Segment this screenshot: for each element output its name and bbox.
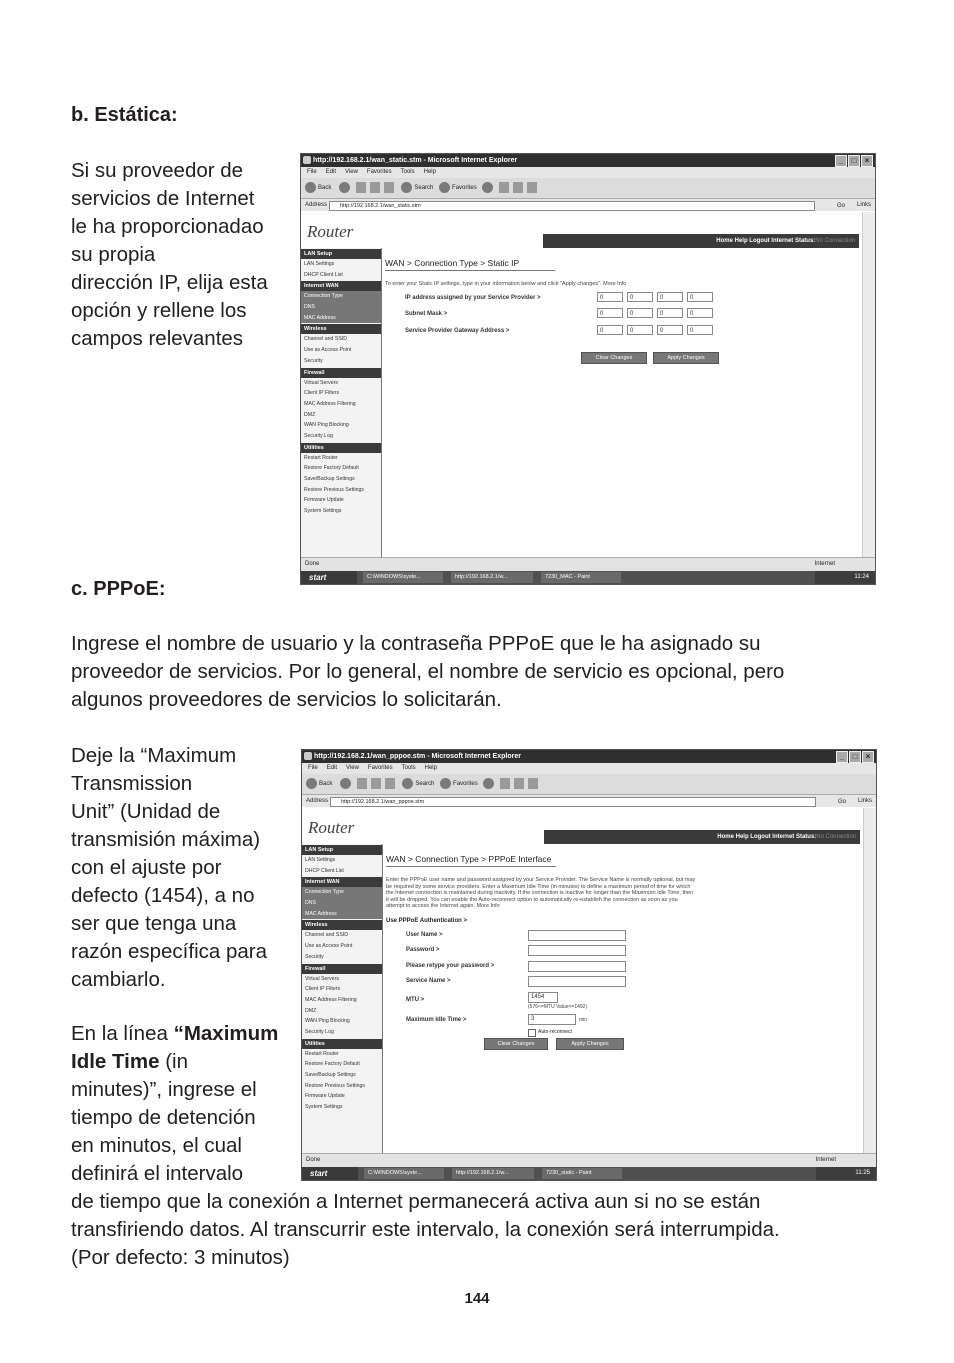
sidebar-item-restore-default[interactable]: Restore Factory Default [305, 1061, 360, 1068]
subnet-mask-row: Subnet Mask > 0 0 0 0 [385, 308, 863, 325]
ie-icon [304, 752, 312, 760]
mtu-input[interactable]: 1454 [528, 992, 558, 1003]
sidebar-item-lan-settings[interactable]: LAN Settings [305, 857, 336, 863]
page-title: WAN > Connection Type > Static IP [385, 258, 555, 271]
sidebar-header-utilities: Utilities [302, 1039, 382, 1049]
pppoe-screenshot [301, 749, 877, 1181]
sidebar-item-channel[interactable]: Channel and SSID [304, 336, 347, 343]
task-explorer[interactable]: C:\WINDOWS\syste... [364, 1168, 444, 1179]
idle-time-input[interactable]: 3 [528, 1014, 576, 1025]
mask-octet-4[interactable]: 0 [687, 308, 713, 318]
sidebar-item-mac[interactable]: MAC Address [302, 909, 382, 920]
auto-reconnect-checkbox[interactable] [528, 1029, 536, 1037]
address-bar: Address http://192.168.2.1/wan_static.stm Go Links [301, 199, 875, 211]
sidebar-item-mac-filter[interactable]: MAC Address Filtering [305, 996, 357, 1003]
service-name-input[interactable] [528, 976, 626, 987]
sidebar-item-access-point[interactable]: Use as Access Point [304, 347, 352, 354]
static-intro: To enter your Static IP settings, type in your information below and click "Apply changes". More Info [385, 281, 627, 287]
pppoe-auth-heading: Use PPPoE Authentication > [386, 917, 467, 924]
menu-bar [302, 763, 876, 774]
ie-icon [303, 156, 311, 164]
internet-zone: Internet [815, 1157, 836, 1163]
retype-password-input[interactable] [528, 961, 626, 972]
sidebar-item-save[interactable]: Save/Backup Settings [304, 476, 355, 482]
ip-octet-4[interactable]: 0 [687, 292, 713, 302]
media-icon[interactable] [483, 778, 494, 789]
back-button[interactable]: Back [319, 781, 333, 787]
back-icon[interactable] [306, 778, 317, 789]
menu-file[interactable]: File [307, 169, 317, 175]
sidebar-item-restore-default[interactable]: Restore Factory Default [304, 465, 359, 472]
menu-file[interactable]: File [308, 765, 318, 771]
sidebar-item-connection-type[interactable]: Connection Type [301, 291, 381, 302]
mask-octet-2[interactable]: 0 [627, 308, 653, 318]
pppoe-main [386, 854, 864, 1154]
router-page [301, 212, 863, 558]
address-input[interactable]: http://192.168.2.1/wan_pppoe.stm [330, 797, 816, 807]
sidebar-item-system[interactable]: System Settings [304, 508, 342, 515]
menu-help[interactable]: Help [424, 765, 437, 771]
favorites-icon[interactable] [439, 182, 450, 193]
back-icon[interactable] [305, 182, 316, 193]
sidebar-item-access-point[interactable]: Use as Access Point [305, 943, 353, 950]
top-nav: Home Help Logout Internet Status:No Connection [543, 234, 859, 248]
heading-pppoe: c. PPPoE: [71, 578, 166, 600]
mtu-hint: (576<=MTU Value<=1492) [528, 1003, 588, 1010]
router-sidebar [302, 844, 383, 1154]
static-main [385, 258, 863, 558]
refresh-icon[interactable] [370, 182, 380, 193]
sidebar-item-restore-prev[interactable]: Restore Previous Settings [305, 1082, 365, 1089]
clock: 11:24 [815, 571, 875, 584]
menu-tools[interactable]: Tools [401, 765, 416, 771]
back-button[interactable]: Back [318, 185, 332, 191]
stop-icon[interactable] [356, 182, 366, 193]
window-titlebar: http://192.168.2.1/wan_static.stm - Microsoft Internet Explorer _ □ × [301, 154, 875, 167]
user-name-row: User Name > [386, 930, 864, 946]
closing-paragraph: de tiempo que la conexión a Internet permanecerá activa aun si no se están transfiriendo datos. Al transcurrir este intervalo, la conexión será interrumpida. (Por defecto: 3 minutos) [71, 1190, 780, 1269]
sidebar-item-lan-settings[interactable]: LAN Settings [304, 261, 335, 267]
search-button[interactable]: Search [414, 185, 434, 191]
ip-octet-3[interactable]: 0 [657, 292, 683, 302]
router-logo: Router [308, 818, 355, 837]
user-name-input[interactable] [528, 930, 626, 941]
sidebar-header-firewall: Firewall [302, 964, 382, 974]
sidebar-item-client-ip[interactable]: Client IP Filters [304, 390, 340, 397]
menu-help[interactable]: Help [423, 169, 436, 175]
close-icon[interactable]: × [861, 155, 873, 167]
stop-icon[interactable] [357, 778, 367, 789]
sidebar-item-log[interactable]: Security Log [304, 432, 333, 439]
sidebar-item-firmware[interactable]: Firmware Update [304, 497, 344, 504]
address-bar: Address http://192.168.2.1/wan_pppoe.stm Go Links [302, 795, 876, 807]
page-number: 144 [464, 1290, 490, 1307]
sidebar-item-dhcp[interactable]: DHCP Client List [304, 271, 343, 278]
window-titlebar: http://192.168.2.1/wan_pppoe.stm - Microsoft Internet Explorer _ □ × [302, 750, 876, 763]
maximize-icon[interactable]: □ [849, 751, 861, 763]
ip-octet-1[interactable]: 0 [597, 292, 623, 302]
taskbar [301, 571, 875, 584]
search-icon[interactable] [402, 778, 413, 789]
sidebar-item-mac[interactable]: MAC Address [301, 313, 381, 324]
search-button[interactable]: Search [415, 781, 435, 787]
mask-octet-3[interactable]: 0 [657, 308, 683, 318]
router-sidebar [301, 248, 382, 558]
pppoe-paragraph: Ingrese el nombre de usuario y la contraseña PPPoE que le ha asignado su proveedor de servicios. Por lo general, el nombre de servicio es opcional, pero algunos proveedores de servicios lo solicitarán. [71, 632, 785, 711]
sidebar-item-virtual-servers[interactable]: Virtual Servers [305, 975, 339, 982]
password-row: Password > [386, 945, 864, 961]
sidebar-item-channel[interactable]: Channel and SSID [305, 932, 348, 939]
clear-changes-button[interactable]: Clear Changes [484, 1038, 548, 1050]
task-paint[interactable]: 7230_MAC - Paint [541, 572, 621, 583]
mask-octet-1[interactable]: 0 [597, 308, 623, 318]
mtu-row: MTU > 1454 (576<=MTU Value<=1492) [406, 993, 588, 1010]
sidebar-header-lan: LAN Setup [302, 845, 382, 855]
browser-toolbar [302, 774, 876, 795]
refresh-icon[interactable] [371, 778, 381, 789]
sidebar-item-dns[interactable]: DNS [302, 898, 382, 909]
home-icon[interactable] [384, 182, 394, 193]
sidebar-item-client-ip[interactable]: Client IP Filters [305, 986, 341, 993]
ip-address-row: IP address assigned by your Service Provider > 0 0 0 0 [385, 292, 863, 309]
mtu-paragraph: Deje la “Maximum Transmission Unit” (Unidad de transmisión máxima) con el ajuste por defecto (1454), a no ser que tenga una razón específica para cambiarlo. [71, 744, 268, 991]
sidebar-item-dns[interactable]: DNS [301, 302, 381, 313]
print-icon[interactable] [513, 182, 523, 193]
sidebar-item-dmz[interactable]: DMZ [305, 1007, 317, 1014]
status-bar: Done Internet [302, 1153, 876, 1167]
go-button[interactable]: Go [836, 203, 845, 209]
start-button[interactable]: start [302, 1167, 358, 1180]
forward-icon[interactable] [339, 182, 350, 193]
address-input[interactable]: http://192.168.2.1/wan_static.stm [329, 201, 815, 211]
vertical-scrollbar[interactable] [863, 808, 876, 1154]
menu-edit[interactable]: Edit [325, 169, 337, 175]
sidebar-item-security[interactable]: Security [304, 357, 323, 364]
sidebar-item-save[interactable]: Save/Backup Settings [305, 1072, 356, 1078]
taskbar [302, 1167, 876, 1180]
mail-icon[interactable] [500, 778, 510, 789]
page-title: WAN > Connection Type > PPPoE Interface [386, 854, 556, 867]
sidebar-header-wireless: Wireless [302, 920, 382, 930]
menu-favorites[interactable]: Favorites [366, 169, 392, 175]
heading-static: b. Estática: [71, 104, 178, 126]
password-input[interactable] [528, 945, 626, 956]
sidebar-item-connection-type[interactable]: Connection Type [302, 887, 382, 898]
clock: 11:25 [816, 1167, 876, 1180]
sidebar-item-dmz[interactable]: DMZ [304, 411, 316, 418]
menu-edit[interactable]: Edit [326, 765, 338, 771]
favorites-icon[interactable] [440, 778, 451, 789]
gw-octet-3[interactable]: 0 [657, 325, 683, 335]
static-ip-screenshot [300, 153, 876, 585]
media-icon[interactable] [482, 182, 493, 193]
sidebar-item-dhcp[interactable]: DHCP Client List [305, 867, 344, 874]
router-page [302, 808, 864, 1154]
menu-view[interactable]: View [345, 169, 358, 175]
vertical-scrollbar[interactable] [862, 212, 875, 558]
minimize-icon[interactable]: _ [836, 751, 848, 763]
menu-favorites[interactable]: Favorites [367, 765, 393, 771]
task-browser[interactable]: http://192.168.2.1/w... [451, 572, 533, 583]
task-paint[interactable]: 7230_static - Paint [542, 1168, 622, 1179]
ip-octet-2[interactable]: 0 [627, 292, 653, 302]
maximize-icon[interactable]: □ [848, 155, 860, 167]
sidebar-item-restart[interactable]: Restart Router [304, 454, 338, 461]
print-icon[interactable] [514, 778, 524, 789]
menu-view[interactable]: View [346, 765, 359, 771]
sidebar-header-firewall: Firewall [301, 368, 381, 378]
browser-toolbar [301, 178, 875, 199]
close-icon[interactable]: × [862, 751, 874, 763]
sidebar-header-lan: LAN Setup [301, 249, 381, 259]
gw-octet-4[interactable]: 0 [687, 325, 713, 335]
top-nav: Home Help Logout Internet Status:No Connection [544, 830, 860, 844]
sidebar-header-wireless: Wireless [301, 324, 381, 334]
gateway-row: Service Provider Gateway Address > 0 0 0 0 [385, 325, 863, 342]
sidebar-item-log[interactable]: Security Log [305, 1028, 334, 1035]
sidebar-item-virtual-servers[interactable]: Virtual Servers [304, 379, 338, 386]
idle-paragraph: En la línea “Maximum Idle Time (in minutes)”, ingrese el tiempo de detención en minutos, el cual definirá el intervalo [71, 1022, 279, 1185]
static-description: Si su proveedor de servicios de Internet le ha proporcionadao su propia dirección IP, elija esta opción y rellene los campos relevantes [71, 159, 268, 350]
sidebar-item-restart[interactable]: Restart Router [305, 1050, 339, 1057]
clear-changes-button[interactable]: Clear Changes [581, 352, 647, 364]
links-button[interactable]: Links [857, 798, 872, 804]
menu-bar [301, 167, 875, 178]
edit-icon[interactable] [528, 778, 538, 789]
edit-icon[interactable] [527, 182, 537, 193]
sidebar-item-ping[interactable]: WAN Ping Blocking [305, 1018, 350, 1025]
minimize-icon[interactable]: _ [835, 155, 847, 167]
menu-tools[interactable]: Tools [400, 169, 415, 175]
pppoe-intro: Enter the PPPoE user name and password assigned by your Service Provider. The Service Name is normally optional, but may be required by some service providers. Enter a Maximum Idle Time (in minutes) to define a maximum period of time for which the Internet connection is maintained during inactivity. If the connection is inactive for longer than the Maximum Idle Time, then it will be dropped. You can enable the Auto-reconnect option to automatically re-establish the connection as soon as you attempt to access the Internet again. More Info [386, 877, 696, 909]
auto-reconnect-row: Auto-reconnect [386, 1028, 864, 1037]
status-bar: Done Internet [301, 557, 875, 571]
forward-icon[interactable] [340, 778, 351, 789]
task-browser[interactable]: http://192.168.2.1/w... [452, 1168, 534, 1179]
home-icon[interactable] [385, 778, 395, 789]
sidebar-item-system[interactable]: System Settings [305, 1104, 343, 1111]
mail-icon[interactable] [499, 182, 509, 193]
favorites-button[interactable]: Favorites [453, 781, 478, 787]
sidebar-item-restore-prev[interactable]: Restore Previous Settings [304, 486, 364, 493]
sidebar-item-firmware[interactable]: Firmware Update [305, 1093, 345, 1100]
apply-changes-button[interactable]: Apply Changes [653, 352, 719, 364]
links-button[interactable]: Links [856, 202, 871, 208]
start-button[interactable]: start [301, 571, 357, 584]
apply-changes-button[interactable]: Apply Changes [556, 1038, 624, 1050]
sidebar-item-security[interactable]: Security [305, 953, 324, 960]
router-logo: Router [307, 222, 354, 241]
favorites-button[interactable]: Favorites [452, 185, 477, 191]
retype-row: Please retype your password > [386, 961, 864, 977]
task-explorer[interactable]: C:\WINDOWS\syste... [363, 572, 443, 583]
go-button[interactable]: Go [837, 799, 846, 805]
sidebar-header-utilities: Utilities [301, 443, 381, 453]
sidebar-item-ping[interactable]: WAN Ping Blocking [304, 422, 349, 429]
sidebar-header-wan: Internet WAN [302, 877, 382, 887]
service-name-row: Service Name > [386, 976, 864, 992]
gw-octet-2[interactable]: 0 [627, 325, 653, 335]
sidebar-item-mac-filter[interactable]: MAC Address Filtering [304, 400, 356, 407]
gw-octet-1[interactable]: 0 [597, 325, 623, 335]
idle-time-row: Maximum Idle Time > 3 min [406, 1015, 588, 1023]
internet-zone: Internet [814, 561, 835, 567]
sidebar-header-wan: Internet WAN [301, 281, 381, 291]
search-icon[interactable] [401, 182, 412, 193]
